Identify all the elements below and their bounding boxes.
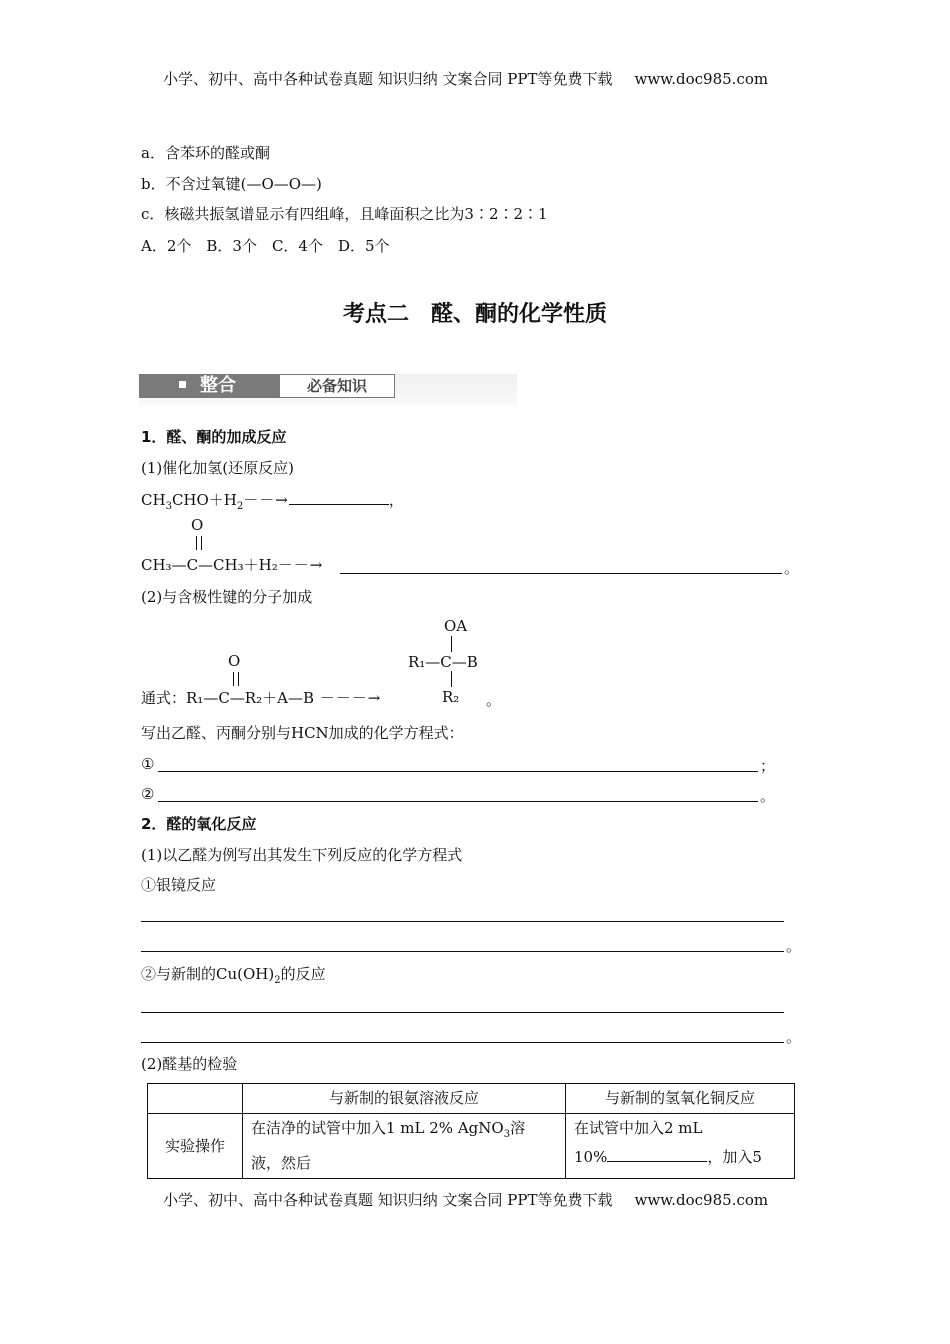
condition-c: c．核磁共振氢谱显示有四组峰，且峰面积之比为3∶2∶2∶1 xyxy=(141,205,548,223)
banner-right: 必备知识 xyxy=(279,374,395,398)
answer-blank[interactable] xyxy=(158,801,758,802)
answer-blank[interactable] xyxy=(141,1042,784,1043)
answer-blank[interactable] xyxy=(141,921,784,922)
sub-heading: (2)醛基的检验 xyxy=(141,1055,238,1073)
heading-2: 2．醛的氧化反应 xyxy=(141,815,257,833)
double-bond xyxy=(196,536,202,550)
period: 。 xyxy=(486,691,502,709)
general-oxygen: O xyxy=(228,652,241,670)
copper-label: ②与新制的$Cu(OH)_2$的反应 xyxy=(141,965,326,986)
column-header: 与新制的银氨溶液反应 xyxy=(243,1084,566,1114)
page-header xyxy=(163,69,768,89)
condition-b: b．不含过氧键(—O—O—) xyxy=(141,175,322,193)
answer-blank[interactable] xyxy=(141,951,784,952)
item-2: ② xyxy=(141,785,155,803)
item-1: ① xyxy=(141,755,155,773)
equation-1: $CH_3CHO+H_2--\to$ ， xyxy=(141,491,404,512)
table-cell: 在洁净的试管中加入1 mL 2% AgNO$_3$溶 液，然后 xyxy=(243,1114,566,1179)
period: 。 xyxy=(784,559,800,577)
section-banner xyxy=(139,374,517,406)
sub-heading-2: (2)与含极性键的分子加成 xyxy=(141,588,313,606)
sub-heading: (1)催化加氢(还原反应) xyxy=(141,459,294,477)
hcn-prompt: 写出乙醛、丙酮分别与HCN加成的化学方程式： xyxy=(141,724,464,742)
header-text: 小学、初中、高中各种试卷真题 知识归纳 文案合同 PPT等免费下载 xyxy=(163,70,613,88)
banner-left: 整合 xyxy=(139,374,279,398)
answer-options: A．2个 B．3个 C．4个 D．5个 xyxy=(141,237,390,255)
heading-1: 1．醛、酮的加成反应 xyxy=(141,428,287,446)
product-middle: R₁—C—B xyxy=(408,653,478,671)
row-label: 实验操作 xyxy=(148,1114,243,1179)
double-bond xyxy=(233,672,239,686)
column-header: 与新制的氢氧化铜反应 xyxy=(566,1084,795,1114)
table-row xyxy=(148,1114,795,1179)
header-site: www.doc985.com xyxy=(634,70,769,88)
product-top: OA xyxy=(444,617,468,635)
page-footer: 小学、初中、高中各种试卷真题 知识归纳 文案合同 PPT等免费下载 www.doc985.com xyxy=(163,1191,769,1209)
square-icon xyxy=(179,381,186,388)
table-cell: 在试管中加入2 mL 10% ，加入5 xyxy=(566,1114,795,1179)
silver-mirror-label: ①银镜反应 xyxy=(141,876,217,894)
period: 。 xyxy=(786,1028,802,1046)
period: 。 xyxy=(760,787,776,805)
period: 。 xyxy=(786,937,802,955)
ketone-oxygen: O xyxy=(191,516,204,534)
aldehyde-test-table xyxy=(147,1083,795,1179)
section-title: 考点二 醛、酮的化学性质 xyxy=(342,302,607,327)
answer-blank[interactable] xyxy=(158,771,758,772)
table-header-row xyxy=(148,1084,795,1114)
condition-a: a．含苯环的醛或酮 xyxy=(141,144,270,162)
answer-blank[interactable] xyxy=(141,1012,784,1013)
semicolon: ； xyxy=(760,757,776,775)
product-bottom: R₂ xyxy=(442,688,460,706)
sub-heading: (1)以乙醛为例写出其发生下列反应的化学方程式 xyxy=(141,846,463,864)
answer-blank[interactable] xyxy=(340,573,782,574)
equation-2: CH₃—C—CH₃＋H₂－－→ xyxy=(141,556,324,574)
general-equation: 通式：R₁—C—R₂＋A—B －－－→ xyxy=(141,689,382,707)
